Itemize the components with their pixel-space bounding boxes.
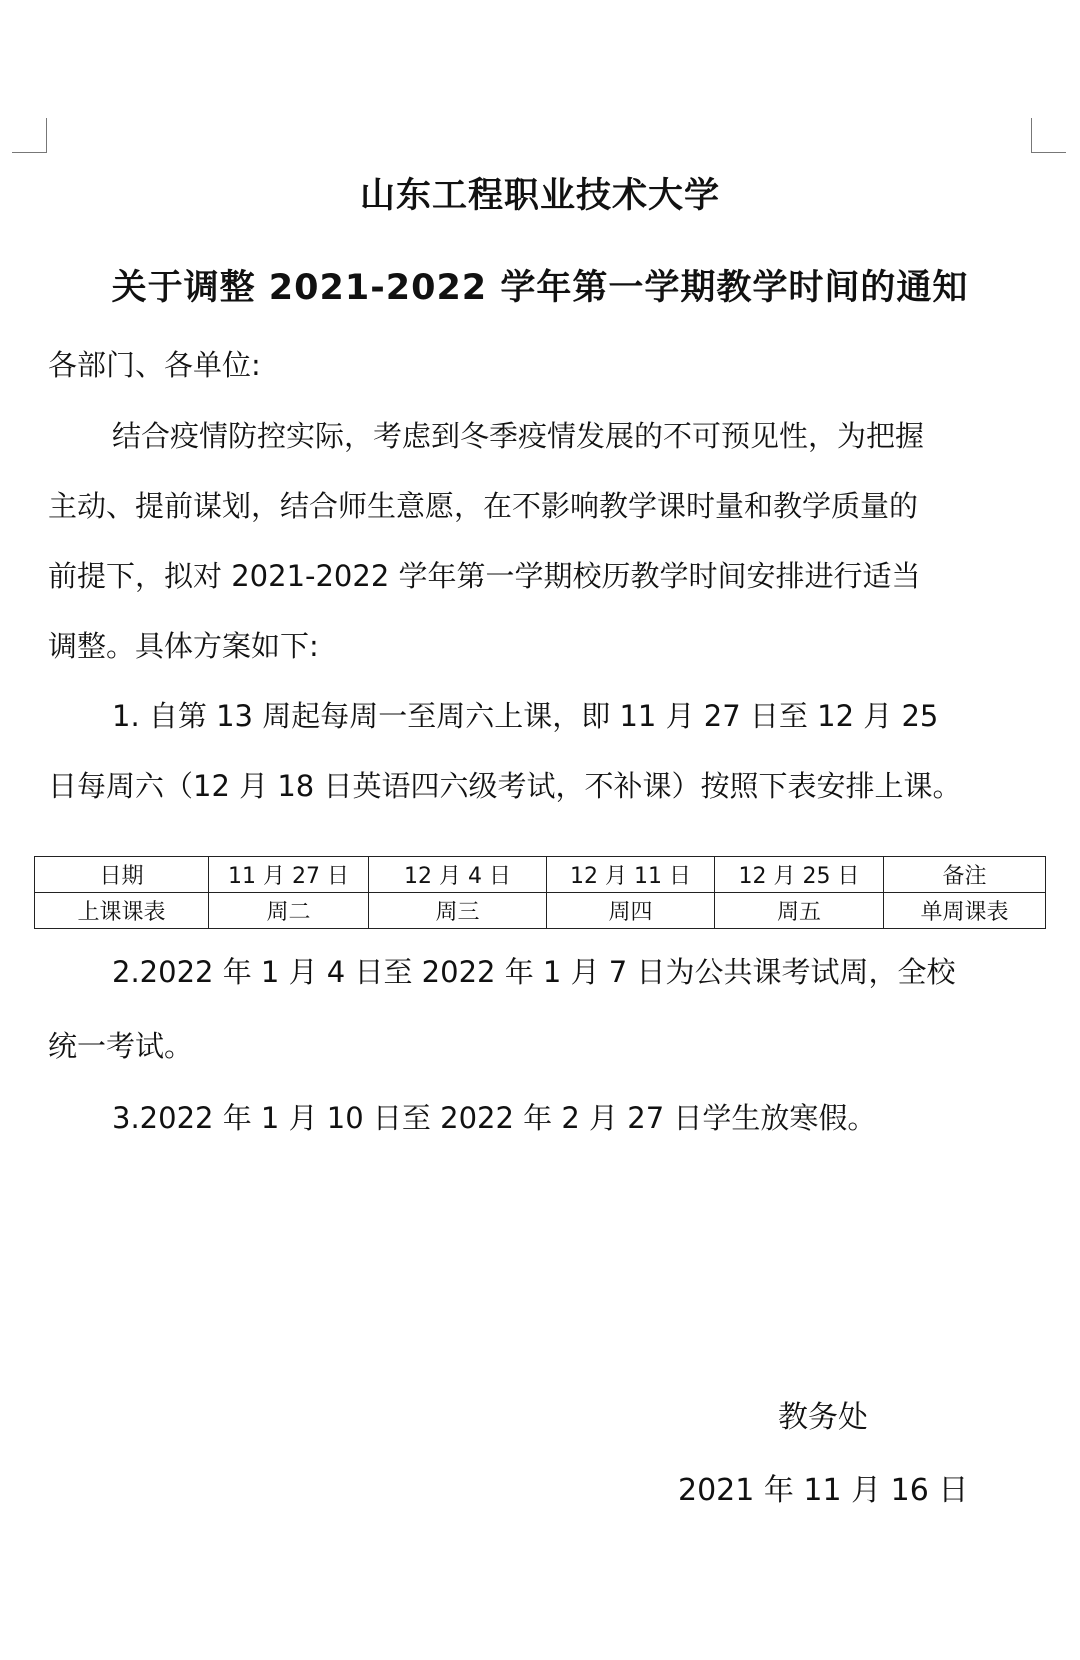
table-cell: 周四 — [547, 893, 715, 929]
table-cell: 日期 — [35, 857, 209, 893]
signature-date: 2021 年 11 月 16 日 — [678, 1473, 969, 1508]
salutation: 各部门、各单位: — [48, 348, 261, 382]
table-cell: 周三 — [369, 893, 547, 929]
schedule-table — [34, 856, 1046, 929]
page-corner-mark-top-left — [12, 118, 47, 153]
signature-office: 教务处 — [778, 1400, 868, 1435]
table-cell: 单周课表 — [884, 893, 1046, 929]
intro-line-4: 调整。具体方案如下: — [48, 629, 319, 663]
table-header-row — [35, 857, 1046, 893]
item1-line-1: 1. 自第 13 周起每周一至周六上课，即 11 月 27 日至 12 月 25 — [112, 699, 939, 733]
table-cell: 12 月 11 日 — [547, 857, 715, 893]
page-corner-mark-top-right — [1031, 118, 1066, 153]
table-cell: 备注 — [884, 857, 1046, 893]
table-cell: 周五 — [715, 893, 884, 929]
table-row — [35, 893, 1046, 929]
document-title-university: 山东工程职业技术大学 — [359, 176, 720, 216]
table-cell: 12 月 4 日 — [369, 857, 547, 893]
item2-line-2: 统一考试。 — [48, 1029, 194, 1063]
item3-line: 3.2022 年 1 月 10 日至 2022 年 2 月 27 日学生放寒假。 — [112, 1101, 877, 1135]
document-title-notice: 关于调整 2021-2022 学年第一学期教学时间的通知 — [111, 268, 969, 308]
intro-line-2: 主动、提前谋划，结合师生意愿，在不影响教学课时量和教学质量的 — [48, 489, 919, 523]
table-cell: 11 月 27 日 — [209, 857, 369, 893]
table-cell: 上课课表 — [35, 893, 209, 929]
table-cell: 周二 — [209, 893, 369, 929]
item1-line-2: 日每周六（12 月 18 日英语四六级考试，不补课）按照下表安排上课。 — [48, 769, 962, 803]
intro-line-1: 结合疫情防控实际，考虑到冬季疫情发展的不可预见性，为把握 — [112, 419, 925, 453]
intro-line-3: 前提下，拟对 2021-2022 学年第一学期校历教学时间安排进行适当 — [48, 559, 921, 593]
table-cell: 12 月 25 日 — [715, 857, 884, 893]
item2-line-1: 2.2022 年 1 月 4 日至 2022 年 1 月 7 日为公共课考试周，全校 — [112, 955, 956, 989]
